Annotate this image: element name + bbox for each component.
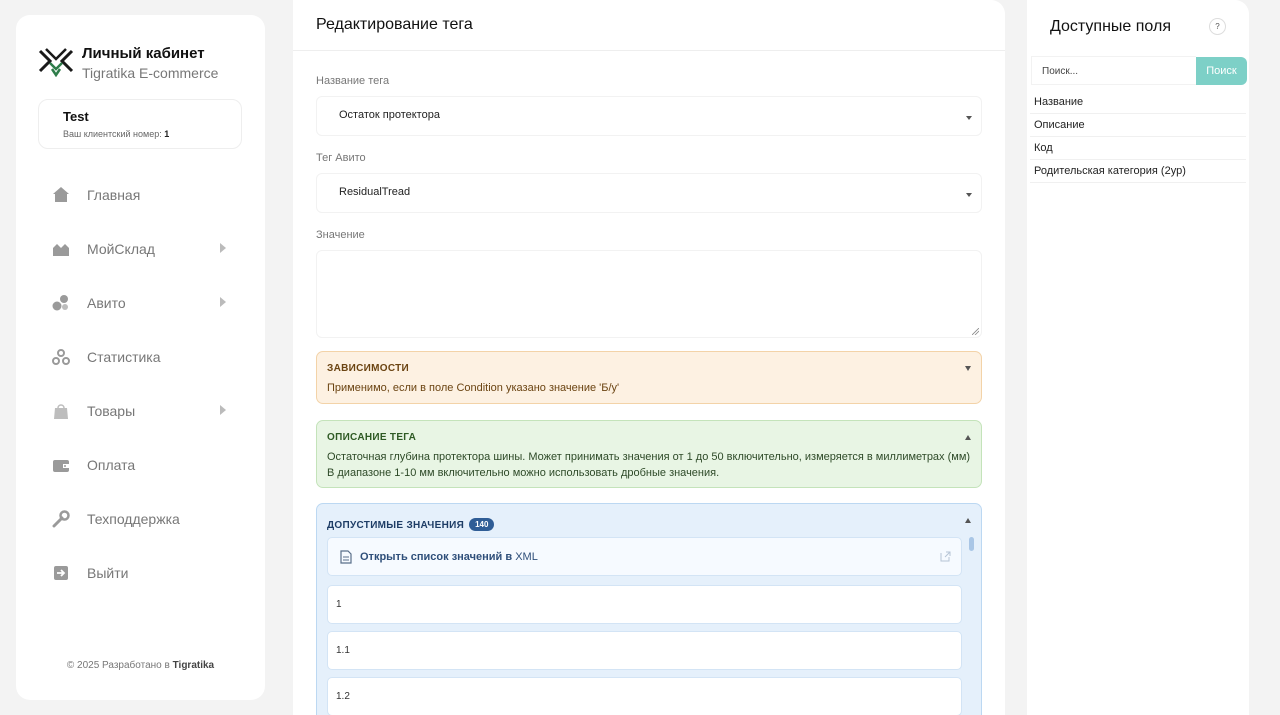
warehouse-icon xyxy=(52,240,70,258)
user-card[interactable] xyxy=(38,99,242,149)
user-name: Test xyxy=(63,109,89,124)
sidebar-item-avito[interactable] xyxy=(16,276,265,330)
allowed-value-item[interactable]: 1 xyxy=(327,585,962,624)
sidebar-item-label: Техподдержка xyxy=(87,511,180,527)
chevron-right-icon xyxy=(220,405,226,415)
sidebar-item-label: Главная xyxy=(87,187,141,203)
sidebar-item-label: Оплата xyxy=(87,457,136,473)
avito-tag-value: ResidualTread xyxy=(339,186,411,198)
sidebar-item-moysklad[interactable] xyxy=(16,222,265,276)
sidebar-nav xyxy=(16,168,265,600)
search-button[interactable]: Поиск xyxy=(1196,57,1247,85)
main-header xyxy=(293,0,1005,51)
brand-subtitle: Tigratika E-commerce xyxy=(82,65,219,81)
value-textarea[interactable] xyxy=(316,250,982,338)
sidebar-item-label: Выйти xyxy=(87,565,129,581)
tag-name-value: Остаток протектора xyxy=(339,109,440,121)
brand[interactable] xyxy=(38,45,218,83)
dependencies-panel xyxy=(316,351,982,404)
avito-tag-label: Тег Авито xyxy=(316,152,366,164)
sidebar-item-logout[interactable] xyxy=(16,546,265,600)
sidebar xyxy=(16,15,265,700)
caret-down-icon xyxy=(966,193,972,197)
home-icon xyxy=(52,186,70,204)
document-icon xyxy=(340,550,352,564)
wrench-icon xyxy=(52,510,70,528)
sidebar-footer: © 2025 Разработано в Tigratika xyxy=(66,660,215,671)
edit-tag-panel xyxy=(293,0,1005,715)
search-input[interactable]: Поиск... xyxy=(1031,56,1196,85)
allowed-value-item[interactable]: 1.2 xyxy=(327,677,962,715)
avito-icon xyxy=(52,294,70,312)
xml-link-text: Открыть список значений в xyxy=(360,550,513,563)
available-fields-panel xyxy=(1027,0,1249,715)
wallet-icon xyxy=(52,456,70,474)
shopping-bag-icon xyxy=(52,402,70,420)
values-scrollbar[interactable] xyxy=(969,537,974,551)
collapse-toggle-icon[interactable] xyxy=(965,435,971,440)
sidebar-item-label: Статистика xyxy=(87,349,161,365)
sidebar-item-payment[interactable] xyxy=(16,438,265,492)
chevron-right-icon xyxy=(220,297,226,307)
tigratika-logo-icon xyxy=(38,47,74,77)
page-title: Редактирование тега xyxy=(316,16,473,33)
collapse-toggle-icon[interactable] xyxy=(965,366,971,371)
chevron-right-icon xyxy=(220,243,226,253)
sidebar-item-home[interactable] xyxy=(16,168,265,222)
sidebar-item-label: Товары xyxy=(87,403,136,419)
list-item[interactable]: Название xyxy=(1030,91,1246,114)
external-link-icon xyxy=(940,551,951,562)
tag-description-panel xyxy=(316,420,982,488)
description-title: ОПИСАНИЕ ТЕГА xyxy=(327,432,417,443)
values-count-badge: 140 xyxy=(469,518,494,531)
sidebar-item-products[interactable] xyxy=(16,384,265,438)
allowed-value-item[interactable]: 1.1 xyxy=(327,631,962,670)
sidebar-item-statistics[interactable] xyxy=(16,330,265,384)
tag-name-select[interactable] xyxy=(316,96,982,136)
open-xml-list-link[interactable] xyxy=(327,537,962,576)
description-text: Остаточная глубина протектора шины. Может принимать значения от 1 до 50 включительно, измеряется в миллиметрах (мм) В диапазоне 1-10 мм включительно можно использовать дробные значения. xyxy=(327,451,971,479)
sidebar-item-support[interactable] xyxy=(16,492,265,546)
client-number: Ваш клиентский номер: 1 xyxy=(63,129,170,139)
value-label: Значение xyxy=(316,229,365,241)
allowed-values-title: ДОПУСТИМЫЕ ЗНАЧЕНИЯ xyxy=(327,520,465,531)
sidebar-item-label: Авито xyxy=(87,295,126,311)
brand-title: Личный кабинет xyxy=(82,45,205,62)
statistics-icon xyxy=(52,348,70,366)
resize-handle-icon[interactable] xyxy=(972,328,979,335)
dependencies-text: Применимо, если в поле Condition указано значение 'Б/у' xyxy=(327,382,620,394)
dependencies-title: ЗАВИСИМОСТИ xyxy=(327,363,409,374)
list-item[interactable]: Код xyxy=(1030,137,1246,160)
available-fields-list xyxy=(1030,91,1246,183)
help-button[interactable]: ? xyxy=(1209,18,1226,35)
avito-tag-select[interactable] xyxy=(316,173,982,213)
caret-down-icon xyxy=(966,116,972,120)
collapse-toggle-icon[interactable] xyxy=(965,518,971,523)
tag-name-label: Название тега xyxy=(316,75,390,87)
available-fields-title: Доступные поля xyxy=(1050,18,1171,35)
xml-link-format: XML xyxy=(515,550,538,563)
list-item[interactable]: Описание xyxy=(1030,114,1246,137)
list-item[interactable]: Родительская категория (2ур) xyxy=(1030,160,1246,183)
sidebar-item-label: МойСклад xyxy=(87,241,155,257)
allowed-values-panel xyxy=(316,503,982,715)
logout-icon xyxy=(52,564,70,582)
